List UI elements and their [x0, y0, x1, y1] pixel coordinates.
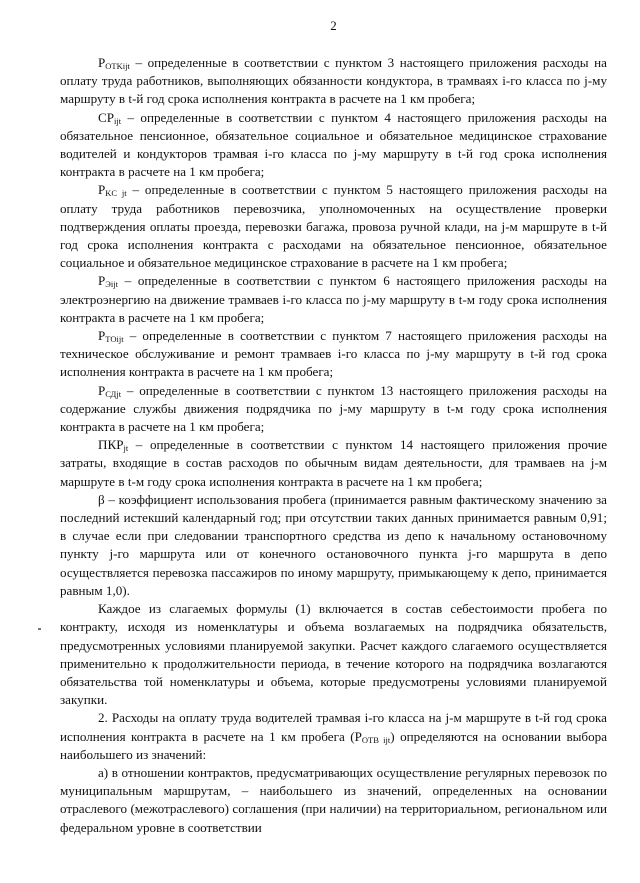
symbol-base: P: [98, 182, 106, 198]
paragraph-2: [60, 709, 607, 764]
definition-text: – определенные в соответствии с пунктом 3 настоящего приложения расходы на оплату труда работников, выполняющих обязанности кондуктора, в трамваях i-го класса по j-му маршруту в t-й год срока исполнения контракта в расчете на 1 км пробега;: [60, 55, 607, 107]
symbol-base: CP: [98, 109, 115, 125]
definition-text: – определенные в соответствии с пунктом 14 настоящего приложения прочие затраты, входящие в состав расходов по обычным видам деятельности, для трамваев на j-м маршруте в t-м году срока исполнения контракта в расчете на 1 км пробега;: [60, 437, 607, 489]
definition-symbol: [98, 437, 128, 452]
definition-text: – определенные в соответствии с пунктом 13 настоящего приложения расходы на содержание службы движения подрядчика по j-му маршруту в t-м году срока исполнения контракта в расчете на 1 км пробега;: [60, 382, 607, 435]
definition-item: [60, 272, 607, 327]
scan-speck: [38, 628, 41, 630]
definition-item: [60, 327, 607, 382]
paragraph-2-after: ) определяются на основании выбора наибольшего из значений:: [60, 728, 608, 762]
paragraph-a: а) в отношении контрактов, предусматривающих осуществление регулярных перевозок по муниципальным маршрутам, – наибольшего из значений, определенных на основании отраслевого (межотраслевого) соглашения (при наличии) на территориальном, региональном или федеральном уровне в соответствии: [60, 764, 607, 835]
definition-text: – определенные в соответствии с пунктом 7 настоящего приложения расходы на техническое обслуживание и ремонт трамваев i-го класса по j-му маршруту в t-й год срока исполнения контракта в расчете на 1 км пробега;: [60, 328, 607, 380]
definition-symbol: [98, 273, 118, 288]
symbol-base: β: [98, 491, 105, 507]
paragraph-each-term: Каждое из слагаемых формулы (1) включается в состав себестоимости пробега по контракту, исходя из номенклатуры и объема возлагаемых на подрядчика обязательств, предусмотренных условиями планируемой закупки. Расчет каждого слагаемого осуществляется применительно к продолжительности периода, в течение которого на подрядчика возлагаются обязательства той номенклатуры и объема, которые предусмотрены условиями планируемой закупки.: [60, 601, 607, 708]
definition-item: [60, 491, 607, 600]
definition-item: [60, 436, 607, 491]
symbol-subscript: СДjt: [105, 388, 122, 399]
symbol-base: ПКР: [98, 437, 124, 453]
definition-text: – определенные в соответствии с пунктом 6 настоящего приложения расходы на электроэнергию на движение трамваев i-го класса по j-му маршруту в t-м году срока исполнения контракта в расчете на 1 км пробега;: [60, 273, 607, 325]
definition-symbol: [98, 383, 121, 398]
page-number: 2: [330, 18, 337, 33]
definition-text: – определенные в соответствии с пунктом 5 настоящего приложения расходы на оплату труда работников перевозчика, уполномоченных на осуществление проверки подтверждения оплаты проезда, перевозки багажа, провоза ручной клади, на j-м маршруте в t-й год срока исполнения контракта с расходами на обязательное пенсионное, обязательное социальное и обязательное медицинское страхование в расчете на 1 км пробега;: [60, 182, 608, 271]
definition-item: [60, 382, 607, 437]
symbol-subscript: OTKijt: [105, 61, 130, 71]
paragraph-2-before: 2. Расходы на оплату труда водителей трамвая i-го класса на j-м маршруте в t-й год срока исполнения контракта в расчете на 1 км пробега (P: [60, 710, 607, 744]
definition-symbol: [98, 182, 127, 197]
definition-item: [60, 54, 607, 109]
symbol-base: P: [98, 273, 106, 289]
symbol-base: P: [98, 328, 106, 344]
symbol-subscript: KC jt: [105, 188, 127, 199]
definition-symbol: [98, 55, 130, 70]
definition-symbol: [98, 492, 105, 507]
definition-symbol: [98, 110, 121, 125]
symbol-subscript: ijt: [114, 115, 122, 126]
definition-item: [60, 181, 607, 272]
symbol-subscript: TOijt: [105, 334, 124, 345]
symbol-subscript: Эijt: [105, 279, 118, 290]
definition-text: – определенные в соответствии с пунктом 4 настоящего приложения расходы на обязательное пенсионное, обязательное социальное и обязательное медицинское страхование водителей и кондукторов трамвая i-го класса по j-му маршруту в t-й год срока исполнения контракта в расчете на 1 км пробега;: [60, 109, 607, 180]
definition-symbol: [98, 328, 124, 343]
definition-text: – коэффициент использования пробега (принимается равным фактическому значению за последний истекший календарный год; при отсутствии таких данных принимается равным 0,91; в случае если при следовании транспортного средства из депо к начальному остановочному пункту j-го маршрута или от конечного остановочного пункта j-го маршрута в депо осуществляется перевозка пассажиров по иному маршруту, примыкающему к депо, принимается равным 1,0).: [60, 491, 607, 598]
paragraph-2-subscript: ОТВ ijt: [361, 734, 391, 745]
symbol-subscript: jt: [123, 443, 129, 454]
definition-item: [60, 109, 607, 182]
symbol-base: P: [98, 55, 106, 70]
definitions-list: [60, 54, 607, 600]
symbol-base: P: [98, 382, 106, 398]
